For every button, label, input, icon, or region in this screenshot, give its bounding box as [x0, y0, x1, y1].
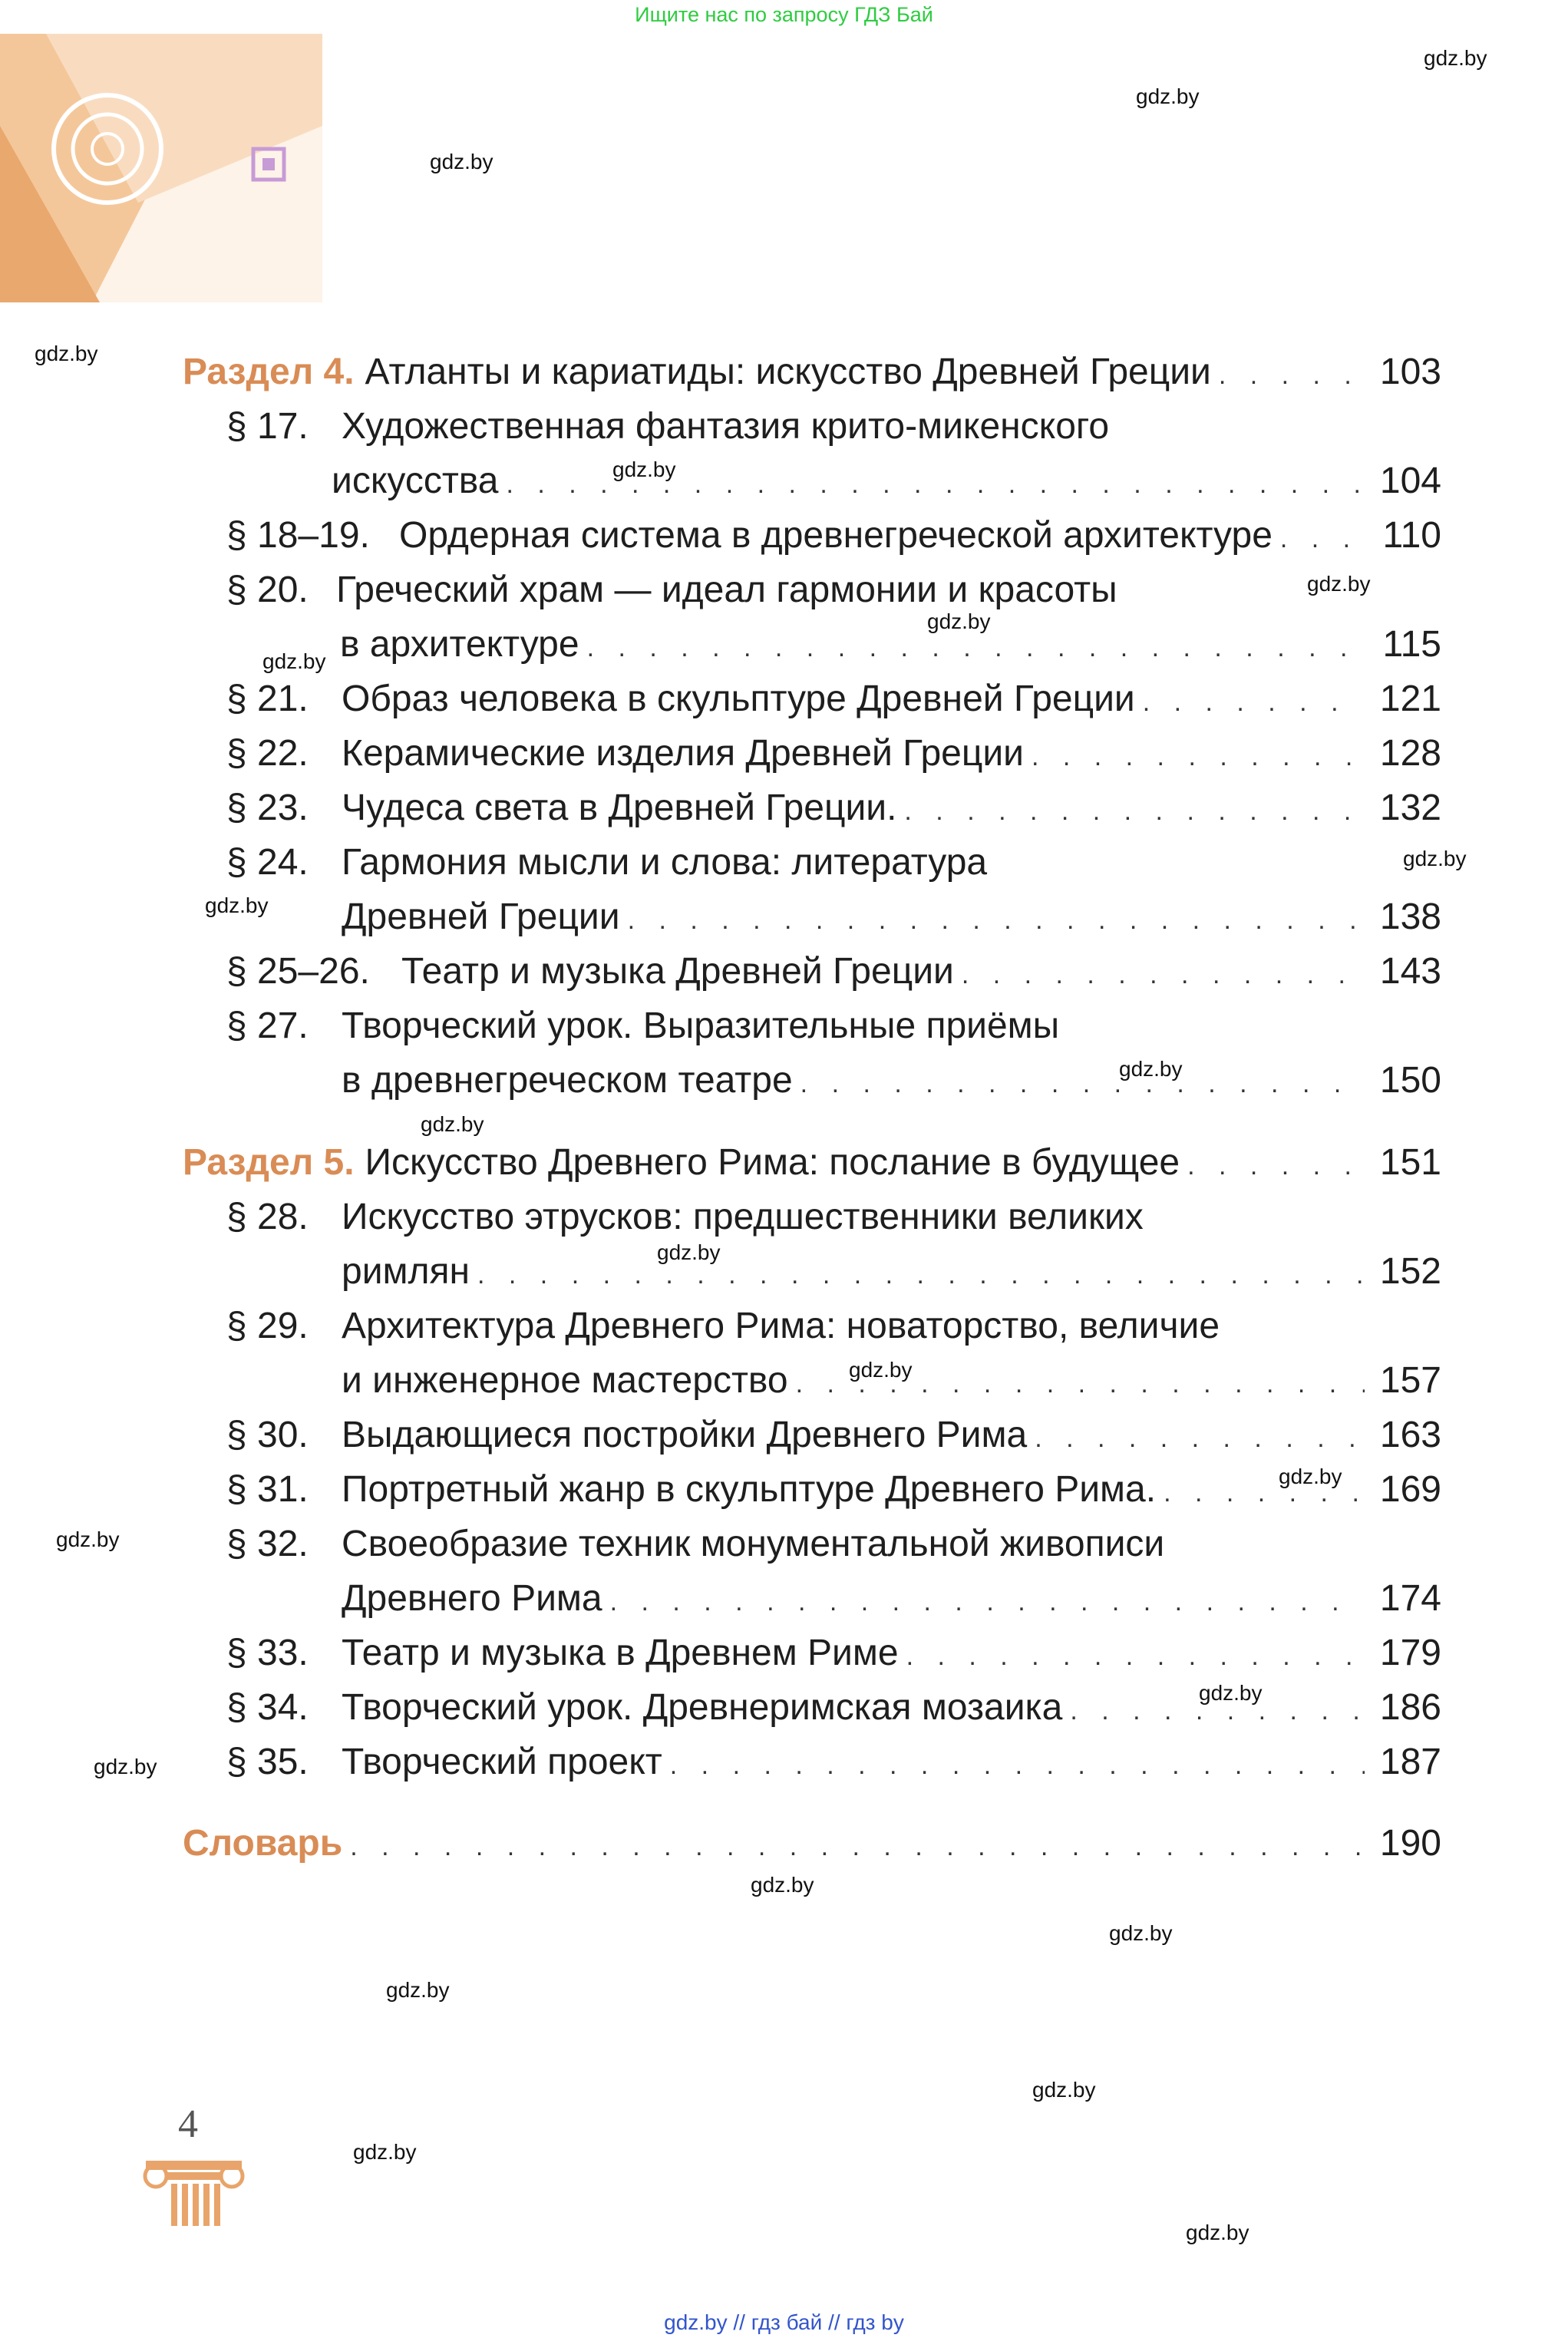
search-banner[interactable]: Ищите нас по запросу ГДЗ Бай	[635, 3, 933, 26]
item-title: римлян	[342, 1251, 470, 1292]
watermark: gdz.by	[56, 1527, 120, 1551]
leader-dots	[477, 1252, 1365, 1298]
leader-dots	[1164, 1470, 1365, 1516]
toc-item-18-19[interactable]	[226, 513, 1441, 559]
toc-item-34[interactable]	[226, 1685, 1441, 1731]
paragraph-number: § 25–26.	[226, 951, 370, 992]
leader-dots	[904, 788, 1365, 834]
page-number: 138	[1379, 897, 1441, 937]
page-number: 186	[1379, 1687, 1441, 1728]
leader-dots	[906, 1633, 1365, 1679]
watermark: gdz.by	[1424, 46, 1487, 70]
toc-item-31[interactable]	[226, 1467, 1441, 1513]
item-title: Древней Греции	[342, 897, 620, 937]
item-title: Образ человека в скульптуре Древней Греции	[342, 679, 1135, 719]
page-number: 150	[1379, 1060, 1441, 1101]
item-title: искусства	[332, 461, 499, 501]
leader-dots	[1035, 1415, 1365, 1461]
paragraph-number: § 34.	[226, 1687, 309, 1728]
paragraph-number: § 20.	[226, 570, 309, 610]
leader-dots	[801, 1061, 1365, 1107]
paragraph-number: § 32.	[226, 1524, 309, 1564]
paragraph-number: § 31.	[226, 1469, 309, 1510]
paragraph-number: § 29.	[226, 1306, 309, 1346]
toc-item-27-cont[interactable]	[342, 1058, 1441, 1104]
toc-item-28-cont[interactable]	[342, 1249, 1441, 1295]
watermark: gdz.by	[386, 1978, 450, 2002]
page-number: 163	[1379, 1415, 1441, 1455]
watermark: gdz.by	[1119, 1057, 1183, 1081]
paragraph-number: § 33.	[226, 1633, 309, 1673]
item-title: Портретный жанр в скульптуре Древнего Рима.	[342, 1469, 1157, 1510]
item-title: Театр и музыка Древней Греции	[401, 951, 954, 992]
section-label: Раздел 4.	[183, 352, 355, 392]
toc-item-21[interactable]	[226, 676, 1441, 722]
watermark: gdz.by	[1186, 2221, 1249, 2244]
watermark: gdz.by	[1109, 1921, 1173, 1945]
page-number: 132	[1379, 788, 1441, 828]
paragraph-number: § 30.	[226, 1415, 309, 1455]
toc-dictionary[interactable]	[183, 1821, 1441, 1867]
toc-item-32[interactable]	[226, 1521, 1441, 1567]
item-title: Чудеса света в Древней Греции.	[342, 788, 897, 828]
item-title: Искусство этрусков: предшественники великих	[342, 1197, 1144, 1237]
toc-item-23[interactable]	[226, 785, 1441, 831]
toc-item-35[interactable]	[226, 1739, 1441, 1785]
toc-item-29[interactable]	[226, 1303, 1441, 1349]
paragraph-number: § 23.	[226, 788, 309, 828]
watermark: gdz.by	[421, 1112, 484, 1136]
item-title: и инженерное мастерство	[342, 1360, 788, 1401]
leader-dots	[1280, 516, 1365, 562]
leader-dots	[1187, 1143, 1365, 1189]
footer-links[interactable]: gdz.by // гдз бай // гдз by	[664, 2310, 904, 2334]
section-title: Атланты и кариатиды: искусство Древней Греции	[365, 352, 1211, 392]
toc-item-20-cont[interactable]	[340, 622, 1441, 668]
section-label: Раздел 5.	[183, 1142, 355, 1183]
toc-item-22[interactable]	[226, 731, 1441, 777]
page-number: 179	[1379, 1633, 1441, 1673]
toc-item-33[interactable]	[226, 1630, 1441, 1676]
item-title: в архитектуре	[340, 624, 579, 665]
page-number: 110	[1382, 515, 1441, 556]
toc-section-4[interactable]	[183, 349, 1441, 395]
toc-section-5[interactable]	[183, 1140, 1441, 1186]
paragraph-number: § 27.	[226, 1006, 309, 1046]
item-title: Керамические изделия Древней Греции	[342, 733, 1024, 774]
page-number: 151	[1379, 1142, 1441, 1183]
toc-item-24[interactable]	[226, 840, 1441, 886]
toc-item-20[interactable]	[226, 567, 1441, 613]
leader-dots	[796, 1361, 1365, 1407]
leader-dots	[610, 1579, 1365, 1625]
watermark: gdz.by	[205, 893, 269, 917]
watermark: gdz.by	[1199, 1681, 1263, 1705]
item-title: Гармония мысли и слова: литература	[342, 842, 988, 883]
item-title: Своеобразие техник монументальной живописи	[342, 1524, 1165, 1564]
leader-dots	[1032, 734, 1365, 780]
watermark: gdz.by	[1032, 2078, 1096, 2102]
watermark: gdz.by	[657, 1240, 721, 1264]
page-number: 169	[1379, 1469, 1441, 1510]
watermark: gdz.by	[353, 2140, 417, 2164]
paragraph-number: § 28.	[226, 1197, 309, 1237]
watermark: gdz.by	[94, 1755, 157, 1778]
item-title: Архитектура Древнего Рима: новаторство, величие	[342, 1306, 1220, 1346]
page-number: 115	[1382, 624, 1441, 665]
watermark: gdz.by	[1136, 84, 1200, 108]
page-number: 187	[1379, 1742, 1441, 1782]
page-number: 190	[1379, 1823, 1441, 1864]
watermark: gdz.by	[35, 342, 98, 365]
paragraph-number: § 24.	[226, 842, 309, 883]
paragraph-number: § 17.	[226, 406, 309, 447]
item-title: Творческий проект	[342, 1742, 662, 1782]
paragraph-number: § 22.	[226, 733, 309, 774]
ionic-column-icon	[142, 2153, 246, 2230]
page-number: 157	[1379, 1360, 1441, 1401]
dictionary-label: Словарь	[183, 1823, 343, 1864]
leader-dots	[1143, 679, 1365, 725]
toc-item-30[interactable]	[226, 1412, 1441, 1458]
item-title: Выдающиеся постройки Древнего Рима	[342, 1415, 1028, 1455]
paragraph-number: § 18–19.	[226, 515, 370, 556]
watermark: gdz.by	[849, 1358, 913, 1382]
leader-dots	[350, 1824, 1365, 1870]
section-title: Искусство Древнего Рима: послание в будущее	[365, 1142, 1180, 1183]
leader-dots	[670, 1742, 1365, 1788]
page-number: 104	[1379, 461, 1441, 501]
paragraph-number: § 35.	[226, 1742, 309, 1782]
page-number-footer: 4	[178, 2102, 198, 2146]
toc-item-17-cont[interactable]	[332, 458, 1441, 504]
item-title: Ордерная система в древнегреческой архитектуре	[399, 515, 1273, 556]
leader-dots	[628, 897, 1365, 943]
watermark: gdz.by	[751, 1873, 814, 1897]
leader-dots	[962, 952, 1365, 998]
page-number: 174	[1379, 1578, 1441, 1619]
toc-item-27[interactable]	[226, 1003, 1441, 1049]
watermark: gdz.by	[1307, 572, 1371, 596]
item-title: Художественная фантазия крито-микенского	[342, 406, 1110, 447]
item-title: Творческий урок. Древнеримская мозаика	[342, 1687, 1063, 1728]
toc-item-17[interactable]	[226, 404, 1441, 450]
watermark: gdz.by	[612, 457, 676, 481]
toc-item-28[interactable]	[226, 1194, 1441, 1240]
watermark: gdz.by	[1403, 847, 1467, 870]
toc-item-24-cont[interactable]	[342, 894, 1441, 940]
page-number: 103	[1379, 352, 1441, 392]
paragraph-number: § 21.	[226, 679, 309, 719]
watermark: gdz.by	[430, 150, 494, 173]
toc-item-32-cont[interactable]	[342, 1576, 1441, 1622]
leader-dots	[587, 625, 1365, 671]
item-title: Театр и музыка в Древнем Риме	[342, 1633, 899, 1673]
item-title: в древнегреческом театре	[342, 1060, 793, 1101]
leader-dots	[1070, 1688, 1365, 1734]
page-number: 128	[1379, 733, 1441, 774]
toc-item-29-cont[interactable]	[342, 1358, 1441, 1404]
watermark: gdz.by	[927, 609, 991, 633]
item-title: Творческий урок. Выразительные приёмы	[342, 1006, 1060, 1046]
item-title: Древнего Рима	[342, 1578, 602, 1619]
page-number: 143	[1379, 951, 1441, 992]
page-number: 121	[1379, 679, 1441, 719]
item-title: Греческий храм — идеал гармонии и красоты	[336, 570, 1117, 610]
leader-dots	[506, 461, 1365, 507]
toc-item-25-26[interactable]	[226, 949, 1441, 995]
leader-dots	[1219, 352, 1365, 398]
watermark: gdz.by	[1279, 1465, 1342, 1488]
watermark: gdz.by	[262, 649, 326, 673]
page-number: 152	[1379, 1251, 1441, 1292]
